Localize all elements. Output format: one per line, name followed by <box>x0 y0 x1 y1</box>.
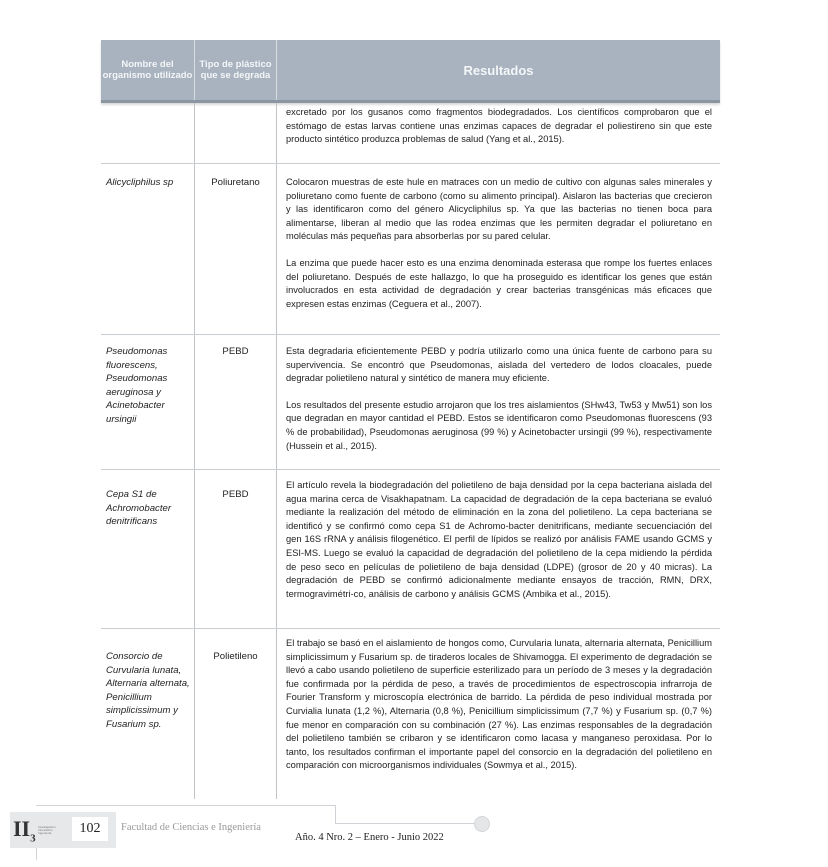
plastic-cell: PEBD <box>195 470 277 628</box>
results-paragraph: La enzima que puede hacer esto es una enzima denominada esterasa que rompe los fuertes enlaces del poliuretano. Después de este hallazgo, lo que ha proseguido es identificar los genes que están involucrados en esta actividad de degradación y crear bacterias transgénicas más eficaces que expresen estas enzimas (Ceguera et al., 2007). <box>286 257 712 309</box>
table-row <box>101 470 720 629</box>
organism-cell <box>101 103 195 163</box>
results-paragraph: El artículo revela la biodegradación del polietileno de baja densidad por la cepa bacteriana aislada del agua marina cerca de Visakhapatnam. La capacidad de degradación de la cepa bacteriana se evaluó mediante la realización del método de eliminación en la zona del polietileno. La cepa bacteriana se identificó y se confirmó como cepa S1 de Achromo-bacter denitrificans, mediante secuenciación del gen 16S rRNA y análisis filogenético. El perfil de lípidos se realizó por análisis FAME usando GCMS y ESI-MS. Luego se evaluó la capacidad de degradación del polietileno de la cepa midiendo la pérdida de peso seco en películas de polietileno de baja densidad (LDPE) (grosor de 20 y 40 micras). La degradación de PEBD se confirmó adicionalmente mediante ensayos de tracción, RMN, DRX, termogravimétri-co, análisis de carbono y análisis GCMS (Ambika et al., 2015). <box>286 480 712 599</box>
table-row <box>101 164 720 335</box>
results-paragraph: Esta degradaria eficientemente PEBD y podría utilizarlo como una única fuente de carbono para su supervivencia. Se encontró que Pseudomonas, aislada del vertedero de lodos cloacales, puede degradar polietileno natural y sintético de manera muy eficiente. <box>286 346 712 384</box>
plastic-cell: Polietileno <box>195 629 277 799</box>
footer-line <box>335 805 336 823</box>
results-paragraph: Colocaron muestras de este hule en matraces con un medio de cultivo con algunas sales minerales y poliuretano como fuente de carbono (como su alimento principal). Aislaron las bacterias que crecieron y las identificaron como del género Alicycliphilus sp. Ya que las bacterias no tienen boca para alimentarse, liberan al medio que las rodea enzimas que les permiten degradar el poliuretano en moléculas más pequeñas para absorberlas por su pared celular. <box>286 177 712 242</box>
header-results: Resultados <box>463 62 534 78</box>
plastic-cell: PEBD <box>195 335 277 469</box>
footer-line <box>335 823 475 824</box>
issue-info: Año. 4 Nro. 2 – Enero - Junio 2022 <box>295 832 444 843</box>
decorative-circle <box>474 816 490 832</box>
page-number: 102 <box>72 817 108 841</box>
plastic-cell <box>195 103 277 163</box>
footer-line <box>36 848 37 860</box>
header-plastic: Tipo de plástico que se degrada <box>195 40 277 100</box>
results-cell <box>277 335 720 469</box>
table-row <box>101 335 720 470</box>
results-cell <box>277 103 720 163</box>
results-cell <box>277 470 720 628</box>
table-row <box>101 629 720 799</box>
table-header <box>101 40 720 103</box>
logo-mark: $II_3$ <box>13 816 36 845</box>
header-organism: Nombre del organismo utilizado <box>101 40 195 100</box>
organism-cell: Alicycliphilus sp <box>101 164 195 334</box>
results-table <box>101 40 720 799</box>
faculty-name: Facultad de Ciencias e Ingeniería <box>121 822 261 833</box>
footer-line <box>36 805 336 806</box>
results-cell <box>277 164 720 334</box>
results-paragraph: excretado por los gusanos como fragmentos biodegradados. Los científicos comprobaron que el estómago de estas larvas contiene unas enzimas capaces de degradar el poliestireno sin que este producto sintético produzca problemas de salud (Yang et al., 2015). <box>286 107 712 145</box>
results-paragraph: El trabajo se basó en el aislamiento de hongos como, Curvularia lunata, alternaria alternata, Penicillium simplicissimum y Fusarium sp. de tiraderos locales de Shivamogga. El experimento de degradación se llevó a cabo usando polietileno de superficie esterilizado para un período de 3 meses y la degradación fue confirmada por la pérdida de peso, a través de procedimientos de espectroscopia infrarroja de Fourier Transform y microscopía electrónica de barrido. La pérdida de peso individual mostrada por Curvialia lunata (1,2 %), Alternaria (0,8 %), Penicillium simplicissimum (7,7 %) y Fusarium sp. (0,7 %) fue menor en comparación con su combinación (27 %). Las enzimas responsables de la degradación del polietileno también se cribaron y se identificaron como lacasa y manganeso peroxidasa. Por lo tanto, los resultados confirman el importante papel del consorcio en la degradación del polietileno en comparación con microorganismos individuales (Sowmya et al., 2015). <box>286 638 712 771</box>
plastic-cell: Poliuretano <box>195 164 277 334</box>
organism-cell: Pseudomonas fluorescens, Pseudomonas aeruginosa y Acinetobacter ursingii <box>101 335 195 469</box>
organism-cell: Consorcio de Curvularia lunata, Alternaria alternata, Penicillium simplicissimum y Fusarium sp. <box>101 629 195 799</box>
logo-subtext: Investigación Innovación Ingeniería <box>38 825 56 835</box>
results-cell <box>277 629 720 799</box>
organism-cell: Cepa S1 de Achromobacter denitrificans <box>101 470 195 628</box>
results-paragraph: Los resultados del presente estudio arrojaron que los tres aislamientos (SHw43, Tw53 y Mw51) son los que degradan en mayor cantidad el PEBD. Estos se identificaron como Pseudomonas fluorescens (93 % de probabilidad), Pseudomonas aeruginosa (99 %) y Acinetobacter ursingii (99 %), respectivamente (Hussein et al., 2015). <box>286 399 712 451</box>
table-row <box>101 103 720 164</box>
